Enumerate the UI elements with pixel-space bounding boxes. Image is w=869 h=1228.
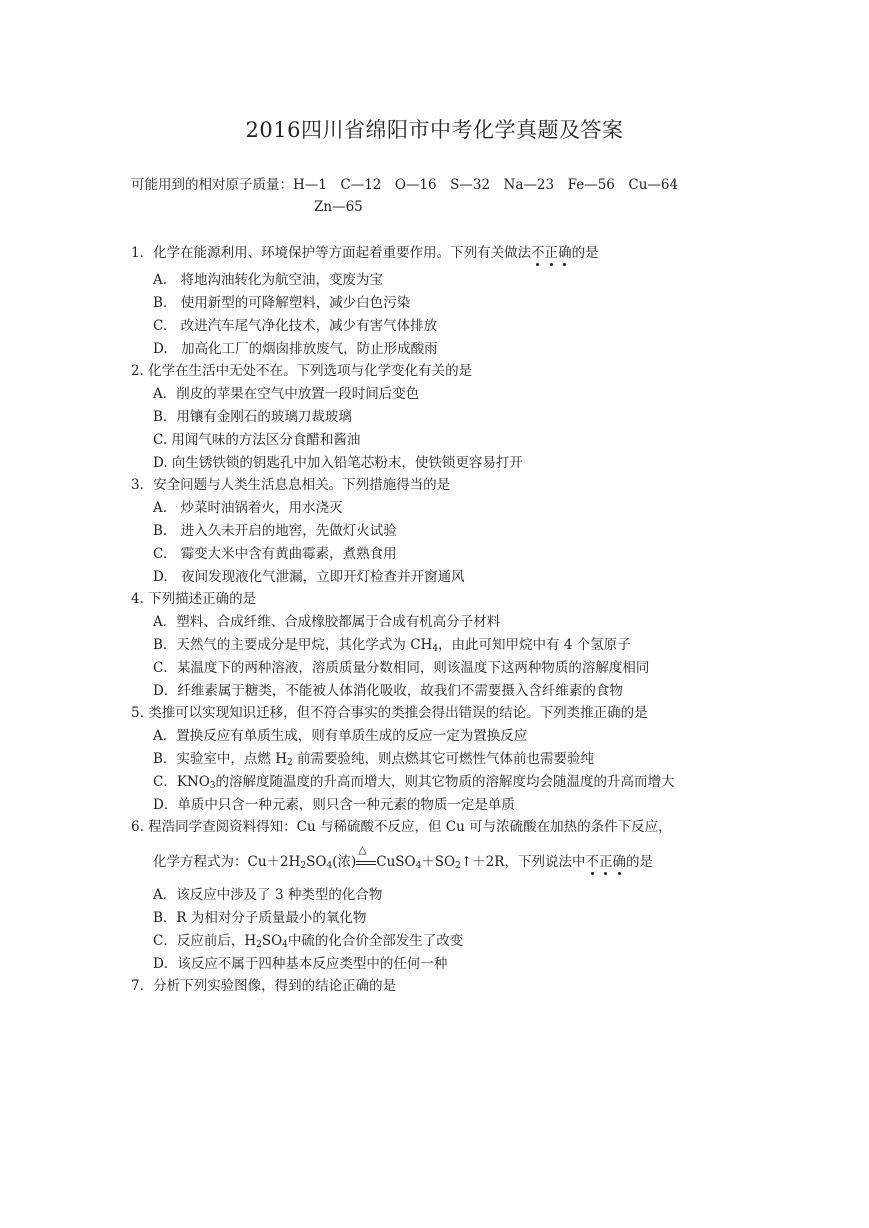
q5-option-b-text-1: B．实验室中，点燃 H (153, 751, 287, 767)
q2-option-d: D. 向生锈铁锁的钥匙孔中加入铅笔芯粉末，使铁锁更容易打开 (153, 455, 523, 471)
q5-option-b-text-2: 前需要验纯，则点燃其它可燃性气体前也需要验纯 (292, 751, 595, 767)
question-1-stem (131, 243, 599, 263)
q6-eq-text-6: ↑＋2R，下列说法中 (460, 854, 586, 870)
q6-eq-text-3: (浓) (332, 854, 357, 870)
question-2-stem: 2. 化学在生活中无处不在。下列选项与化学变化有关的是 (131, 363, 473, 379)
q6-option-c-text-2: SO (261, 933, 283, 949)
question-6-equation-line (153, 843, 653, 876)
heat-condition-sign (356, 843, 376, 872)
page-title: 2016四川省绵阳市中考化学真题及答案 (245, 118, 624, 142)
q6-option-a: A．该反应中涉及了 3 种类型的化合物 (153, 887, 383, 903)
q1-emphasis-char-1: 不 (531, 245, 545, 261)
q6-eq-sub-2: 4 (326, 861, 333, 871)
q6-option-b: B．R 为相对分子质量最小的氧化物 (153, 910, 367, 926)
q1-emphasis-char-3: 确 (558, 245, 572, 261)
q4-option-b-subscript: 4 (432, 644, 439, 654)
q6-eq-text-7: 的是 (625, 854, 653, 870)
q4-option-b-text-2: ，由此可知甲烷中有 4 个氢原子 (438, 637, 631, 653)
q6-option-d: D．该反应不属于四种基本反应类型中的任何一种 (153, 956, 448, 972)
atomic-masses-line-1: 可能用到的相对原子质量：H—1 C—12 O—16 S—32 Na—23 Fe—56 Cu—64 (131, 177, 679, 193)
q6-eq-sub-3: 4 (415, 861, 422, 871)
atomic-masses-line-2: Zn—65 (314, 199, 363, 215)
q5-option-a: A．置换反应有单质生成，则有单质生成的反应一定为置换反应 (153, 728, 528, 744)
q3-option-c: C. 霉变大米中含有黄曲霉素，煮熟食用 (153, 546, 397, 562)
q5-option-d: D．单质中只含一种元素，则只含一种元素的物质一定是单质 (153, 797, 515, 813)
q5-option-c-text-2: 的溶解度随温度的升高而增大，则其它物质的溶解度均会随温度的升高而增大 (215, 774, 675, 790)
q1-stem-text: 1．化学在能源利用、环境保护等方面起着重要作用。下列有关做法 (131, 245, 532, 261)
q1-option-c: C. 改进汽车尾气净化技术，减少有害气体排放 (153, 318, 438, 334)
atomic-masses (131, 174, 678, 218)
q6-eq-text-2: SO (306, 854, 327, 870)
q3-option-a: A. 炒菜时油锅着火，用水浇灭 (153, 500, 343, 516)
q1-option-b: B. 使用新型的可降解塑料，减少白色污染 (153, 295, 411, 311)
q6-option-c-text-3: 中硫的化合价全部发生了改变 (287, 933, 464, 949)
q1-option-d: D. 加高化工厂的烟囱排放废气，防止形成酸雨 (153, 341, 438, 357)
q6-eq-sub-4: 2 (455, 861, 461, 871)
q4-option-a: A．塑料、合成纤维、合成橡胶都属于合成有机高分子材料 (153, 614, 501, 630)
q6-option-c-sub-1: 2 (256, 940, 262, 950)
q5-option-c-text-1: C．KNO (153, 774, 210, 790)
q4-option-d: D．纤维素属于糖类，不能被人体消化吸收，故我们不需要摄入含纤维素的食物 (153, 683, 623, 699)
q1-option-a: A. 将地沟油转化为航空油，变废为宝 (153, 272, 384, 288)
q4-option-b (153, 635, 631, 659)
question-4-stem: 4. 下列描述正确的是 (131, 591, 257, 607)
q6-option-c (153, 931, 463, 955)
q6-emphasis-char-1: 不 (585, 854, 599, 870)
q6-option-c-sub-2: 4 (282, 940, 288, 950)
q2-option-b: B．用镶有金刚石的玻璃刀裁玻璃 (153, 409, 352, 425)
q4-option-c: C．某温度下的两种溶液，溶质质量分数相同，则该温度下这两种物质的溶解度相同 (153, 660, 650, 676)
heat-triangle-icon: △ (358, 843, 367, 856)
question-7-stem: 7．分析下列实验图像，得到的结论正确的是 (131, 978, 397, 994)
q3-option-b: B. 进入久未开启的地窖，先做灯火试验 (153, 523, 397, 539)
q6-eq-text-5: ＋SO (421, 854, 456, 870)
question-3-stem: 3．安全问题与人类生活息息相关。下列措施得当的是 (131, 477, 451, 493)
q5-option-c-subscript: 3 (209, 781, 216, 791)
q5-option-b (153, 749, 594, 773)
question-5-stem: 5. 类推可以实现知识迁移，但不符合事实的类推会得出错误的结论。下列类推正确的是 (131, 705, 648, 721)
q6-eq-text-1: 化学方程式为：Cu＋2H (153, 854, 301, 870)
q2-option-c: C. 用闻气味的方法区分食醋和酱油 (153, 432, 361, 448)
q6-eq-text-4: CuSO (376, 854, 416, 870)
q6-emphasis-char-3: 确 (612, 854, 626, 870)
q5-option-b-subscript: 2 (287, 758, 293, 768)
q2-option-a: A．削皮的苹果在空气中放置一段时间后变色 (153, 386, 420, 402)
q6-eq-sub-1: 2 (300, 861, 307, 871)
q6-emphasis-char-2: 正 (598, 854, 613, 870)
q1-stem-tail: 的是 (571, 245, 599, 261)
q3-option-d: D. 夜间发现液化气泄漏，立即开灯检查并开窗通风 (153, 569, 465, 585)
q4-option-b-text-1: B．天然气的主要成分是甲烷，其化学式为 CH (153, 637, 433, 653)
q1-emphasis-char-2: 正 (544, 245, 559, 261)
q6-option-c-text-1: C．反应前后，H (153, 933, 257, 949)
question-6-stem-line-1: 6. 程浩同学查阅资料得知：Cu 与稀硫酸不反应，但 Cu 可与浓硫酸在加热的条件下反应， (131, 819, 672, 835)
q5-option-c (153, 772, 675, 796)
equals-sign (356, 861, 376, 865)
